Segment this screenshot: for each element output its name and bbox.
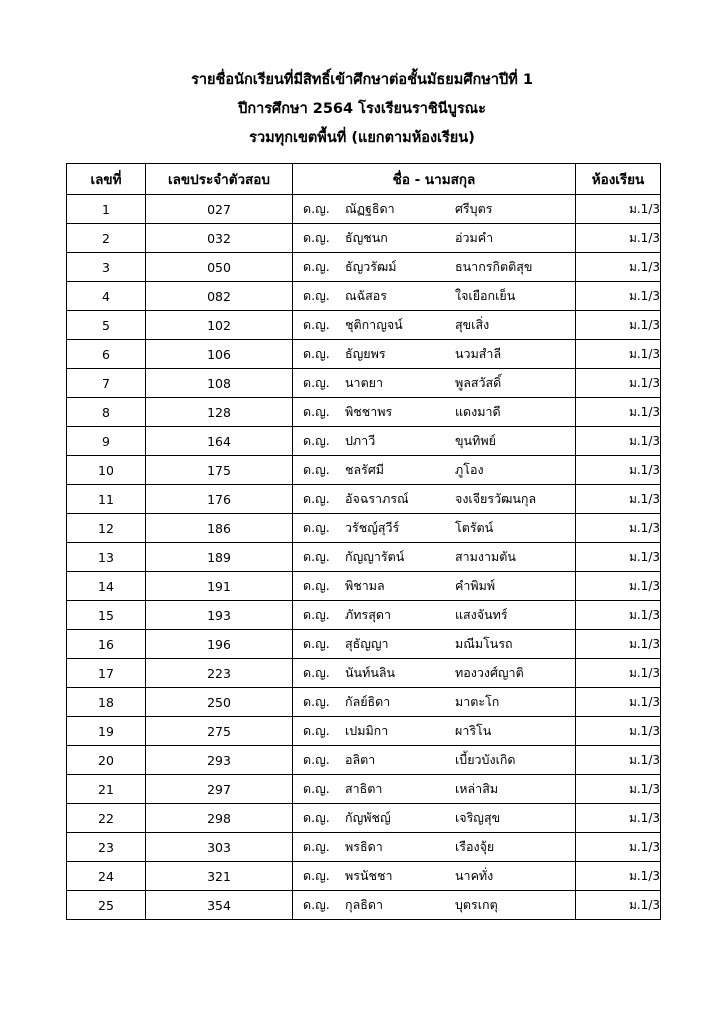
row-number: 7 [67, 369, 146, 398]
table-row [67, 485, 661, 514]
table-row [67, 862, 661, 891]
row-full-name [293, 340, 576, 369]
first-name: ภัทรสุดา [345, 607, 391, 622]
row-full-name [293, 427, 576, 456]
name-prefix: ด.ญ. [303, 462, 330, 477]
name-prefix: ด.ญ. [303, 520, 330, 535]
row-number: 24 [67, 862, 146, 891]
row-classroom: ม.1/3 [576, 717, 661, 746]
row-exam-id: 191 [146, 572, 293, 601]
last-name: เจริญสุข [455, 810, 501, 825]
row-exam-id: 082 [146, 282, 293, 311]
row-number: 22 [67, 804, 146, 833]
first-name: สุธัญญา [345, 636, 389, 651]
first-name: พรนัชชา [345, 868, 393, 883]
row-full-name [293, 253, 576, 282]
header-exam-id: เลขประจำตัวสอบ [146, 164, 293, 195]
row-full-name [293, 398, 576, 427]
table-row [67, 717, 661, 746]
last-name: ธนากรกิตติสุข [455, 259, 533, 274]
name-prefix: ด.ญ. [303, 433, 330, 448]
row-full-name [293, 543, 576, 572]
row-full-name [293, 224, 576, 253]
row-number: 14 [67, 572, 146, 601]
first-name: พรธิดา [345, 839, 383, 854]
row-classroom: ม.1/3 [576, 601, 661, 630]
row-full-name [293, 659, 576, 688]
document-title-block [0, 66, 724, 153]
name-prefix: ด.ญ. [303, 607, 330, 622]
row-number: 25 [67, 891, 146, 920]
last-name: นาคทั่ง [455, 868, 494, 883]
row-classroom: ม.1/3 [576, 630, 661, 659]
row-classroom: ม.1/3 [576, 688, 661, 717]
row-classroom: ม.1/3 [576, 862, 661, 891]
row-number: 17 [67, 659, 146, 688]
name-prefix: ด.ญ. [303, 288, 330, 303]
first-name: นาตยา [345, 375, 384, 390]
name-prefix: ด.ญ. [303, 868, 330, 883]
last-name: แดงมาดี [455, 404, 501, 419]
row-full-name [293, 572, 576, 601]
row-exam-id: 102 [146, 311, 293, 340]
row-classroom: ม.1/3 [576, 543, 661, 572]
first-name: กัญพัชญ์ [345, 810, 391, 825]
first-name: ธัญวรัฒม์ [345, 259, 397, 274]
first-name: ชลรัศมี [345, 462, 385, 477]
row-classroom: ม.1/3 [576, 514, 661, 543]
row-exam-id: 175 [146, 456, 293, 485]
name-prefix: ด.ญ. [303, 636, 330, 651]
first-name: สาธิตา [345, 781, 383, 796]
row-full-name [293, 630, 576, 659]
last-name: แสงจันทร์ [455, 607, 508, 622]
name-prefix: ด.ญ. [303, 375, 330, 390]
table-row [67, 659, 661, 688]
last-name: คำพิมพ์ [455, 578, 496, 593]
last-name: มณีมโนรถ [455, 636, 513, 651]
name-prefix: ด.ญ. [303, 752, 330, 767]
row-exam-id: 189 [146, 543, 293, 572]
row-exam-id: 027 [146, 195, 293, 224]
first-name: อัจฉราภรณ์ [345, 491, 409, 506]
row-exam-id: 176 [146, 485, 293, 514]
table-row [67, 195, 661, 224]
table-row [67, 630, 661, 659]
row-number: 20 [67, 746, 146, 775]
row-number: 18 [67, 688, 146, 717]
table-header-row [67, 164, 661, 195]
document-subtitle-scope: รวมทุกเขตพื้นที่ (แยกตามห้องเรียน) [249, 130, 475, 146]
table-row [67, 514, 661, 543]
row-exam-id: 298 [146, 804, 293, 833]
row-full-name [293, 804, 576, 833]
row-classroom: ม.1/3 [576, 369, 661, 398]
header-classroom: ห้องเรียน [576, 164, 661, 195]
last-name: นวมสำลี [455, 346, 502, 361]
row-exam-id: 303 [146, 833, 293, 862]
name-prefix: ด.ญ. [303, 404, 330, 419]
row-classroom: ม.1/3 [576, 456, 661, 485]
row-full-name [293, 514, 576, 543]
row-classroom: ม.1/3 [576, 833, 661, 862]
table-row [67, 891, 661, 920]
row-classroom: ม.1/3 [576, 659, 661, 688]
last-name: บุตรเกตุ [455, 897, 498, 912]
row-number: 6 [67, 340, 146, 369]
table-row [67, 311, 661, 340]
row-full-name [293, 311, 576, 340]
row-number: 19 [67, 717, 146, 746]
last-name: สามงามตัน [455, 549, 516, 564]
header-full-name: ชื่อ - นามสกุล [293, 164, 576, 195]
header-number: เลขที่ [67, 164, 146, 195]
row-number: 10 [67, 456, 146, 485]
name-prefix: ด.ญ. [303, 781, 330, 796]
first-name: ธัญชนก [345, 230, 388, 245]
row-exam-id: 354 [146, 891, 293, 920]
row-number: 3 [67, 253, 146, 282]
row-classroom: ม.1/3 [576, 282, 661, 311]
name-prefix: ด.ญ. [303, 259, 330, 274]
row-exam-id: 193 [146, 601, 293, 630]
name-prefix: ด.ญ. [303, 578, 330, 593]
first-name: พิชชาพร [345, 404, 393, 419]
row-number: 21 [67, 775, 146, 804]
name-prefix: ด.ญ. [303, 491, 330, 506]
row-classroom: ม.1/3 [576, 775, 661, 804]
row-number: 15 [67, 601, 146, 630]
last-name: สุขเสิ่ง [455, 317, 490, 332]
row-exam-id: 321 [146, 862, 293, 891]
row-number: 5 [67, 311, 146, 340]
last-name: อ่วมคำ [455, 230, 494, 245]
last-name: ศรีบุตร [455, 201, 493, 216]
document-subtitle-year-school: ปีการศึกษา 2564 โรงเรียนราชินีบูรณะ [238, 101, 486, 117]
row-exam-id: 164 [146, 427, 293, 456]
last-name: ผาริโน [455, 723, 492, 738]
row-classroom: ม.1/3 [576, 253, 661, 282]
row-classroom: ม.1/3 [576, 804, 661, 833]
last-name: ขุนทิพย์ [455, 433, 496, 448]
row-classroom: ม.1/3 [576, 891, 661, 920]
row-full-name [293, 369, 576, 398]
row-number: 23 [67, 833, 146, 862]
row-full-name [293, 601, 576, 630]
row-classroom: ม.1/3 [576, 340, 661, 369]
row-exam-id: 128 [146, 398, 293, 427]
first-name: กัลย์ธิดา [345, 694, 391, 709]
table-row [67, 427, 661, 456]
document-title: รายชื่อนักเรียนที่มีสิทธิ์เข้าศึกษาต่อชั้นมัธยมศึกษาปีที่ 1 [191, 72, 533, 88]
row-classroom: ม.1/3 [576, 311, 661, 340]
first-name: ณฉัสอร [345, 288, 387, 303]
row-exam-id: 196 [146, 630, 293, 659]
table-row [67, 833, 661, 862]
row-full-name [293, 456, 576, 485]
table-row [67, 253, 661, 282]
name-prefix: ด.ญ. [303, 810, 330, 825]
first-name: นันท์นลิน [345, 665, 396, 680]
table-row [67, 398, 661, 427]
first-name: ชุติกาญจน์ [345, 317, 403, 332]
row-classroom: ม.1/3 [576, 398, 661, 427]
name-prefix: ด.ญ. [303, 317, 330, 332]
student-roster-table [66, 163, 661, 920]
table-row [67, 804, 661, 833]
row-exam-id: 186 [146, 514, 293, 543]
table-row [67, 746, 661, 775]
row-number: 2 [67, 224, 146, 253]
row-full-name [293, 195, 576, 224]
table-row [67, 572, 661, 601]
last-name: เบี้ยวบังเกิด [455, 752, 516, 767]
first-name: กุลธิดา [345, 897, 383, 912]
name-prefix: ด.ญ. [303, 723, 330, 738]
row-exam-id: 108 [146, 369, 293, 398]
last-name: ภูโอง [455, 462, 484, 477]
row-full-name [293, 862, 576, 891]
row-number: 16 [67, 630, 146, 659]
row-full-name [293, 891, 576, 920]
table-row [67, 543, 661, 572]
row-classroom: ม.1/3 [576, 427, 661, 456]
row-exam-id: 032 [146, 224, 293, 253]
row-full-name [293, 688, 576, 717]
last-name: เรืองจุ้ย [455, 839, 495, 854]
row-classroom: ม.1/3 [576, 746, 661, 775]
row-number: 1 [67, 195, 146, 224]
row-exam-id: 106 [146, 340, 293, 369]
row-number: 12 [67, 514, 146, 543]
table-row [67, 340, 661, 369]
first-name: เปมมิกา [345, 723, 389, 738]
last-name: โตรัตน์ [455, 520, 494, 535]
row-classroom: ม.1/3 [576, 195, 661, 224]
name-prefix: ด.ญ. [303, 230, 330, 245]
last-name: พูลสวัสดิ์ [455, 375, 502, 390]
last-name: ทองวงศ์ญาติ [455, 665, 524, 680]
row-number: 11 [67, 485, 146, 514]
row-full-name [293, 485, 576, 514]
first-name: พิชามล [345, 578, 385, 593]
row-full-name [293, 746, 576, 775]
row-classroom: ม.1/3 [576, 485, 661, 514]
row-full-name [293, 282, 576, 311]
name-prefix: ด.ญ. [303, 549, 330, 564]
row-number: 13 [67, 543, 146, 572]
name-prefix: ด.ญ. [303, 201, 330, 216]
row-number: 4 [67, 282, 146, 311]
name-prefix: ด.ญ. [303, 346, 330, 361]
last-name: จงเจียรวัฒนกุล [455, 491, 537, 506]
table-row [67, 224, 661, 253]
row-exam-id: 250 [146, 688, 293, 717]
name-prefix: ด.ญ. [303, 694, 330, 709]
first-name: วรัชญ์สุวีร์ [345, 520, 400, 535]
last-name: ใจเยือกเย็น [455, 288, 516, 303]
table-row [67, 282, 661, 311]
row-exam-id: 050 [146, 253, 293, 282]
first-name: ปภาวี [345, 433, 376, 448]
name-prefix: ด.ญ. [303, 897, 330, 912]
table-row [67, 456, 661, 485]
row-exam-id: 275 [146, 717, 293, 746]
row-number: 8 [67, 398, 146, 427]
row-exam-id: 297 [146, 775, 293, 804]
table-row [67, 601, 661, 630]
first-name: อลิตา [345, 752, 376, 767]
first-name: ณัฏฐธิดา [345, 201, 395, 216]
last-name: มาตะโก [455, 694, 500, 709]
table-row [67, 369, 661, 398]
first-name: กัญญารัตน์ [345, 549, 405, 564]
row-full-name [293, 775, 576, 804]
name-prefix: ด.ญ. [303, 839, 330, 854]
row-exam-id: 293 [146, 746, 293, 775]
row-full-name [293, 717, 576, 746]
name-prefix: ด.ญ. [303, 665, 330, 680]
last-name: เหล่าสิม [455, 781, 499, 796]
first-name: ธัญยพร [345, 346, 386, 361]
row-classroom: ม.1/3 [576, 572, 661, 601]
table-body [67, 195, 661, 920]
table-row [67, 688, 661, 717]
table-row [67, 775, 661, 804]
row-classroom: ม.1/3 [576, 224, 661, 253]
row-number: 9 [67, 427, 146, 456]
row-full-name [293, 833, 576, 862]
row-exam-id: 223 [146, 659, 293, 688]
